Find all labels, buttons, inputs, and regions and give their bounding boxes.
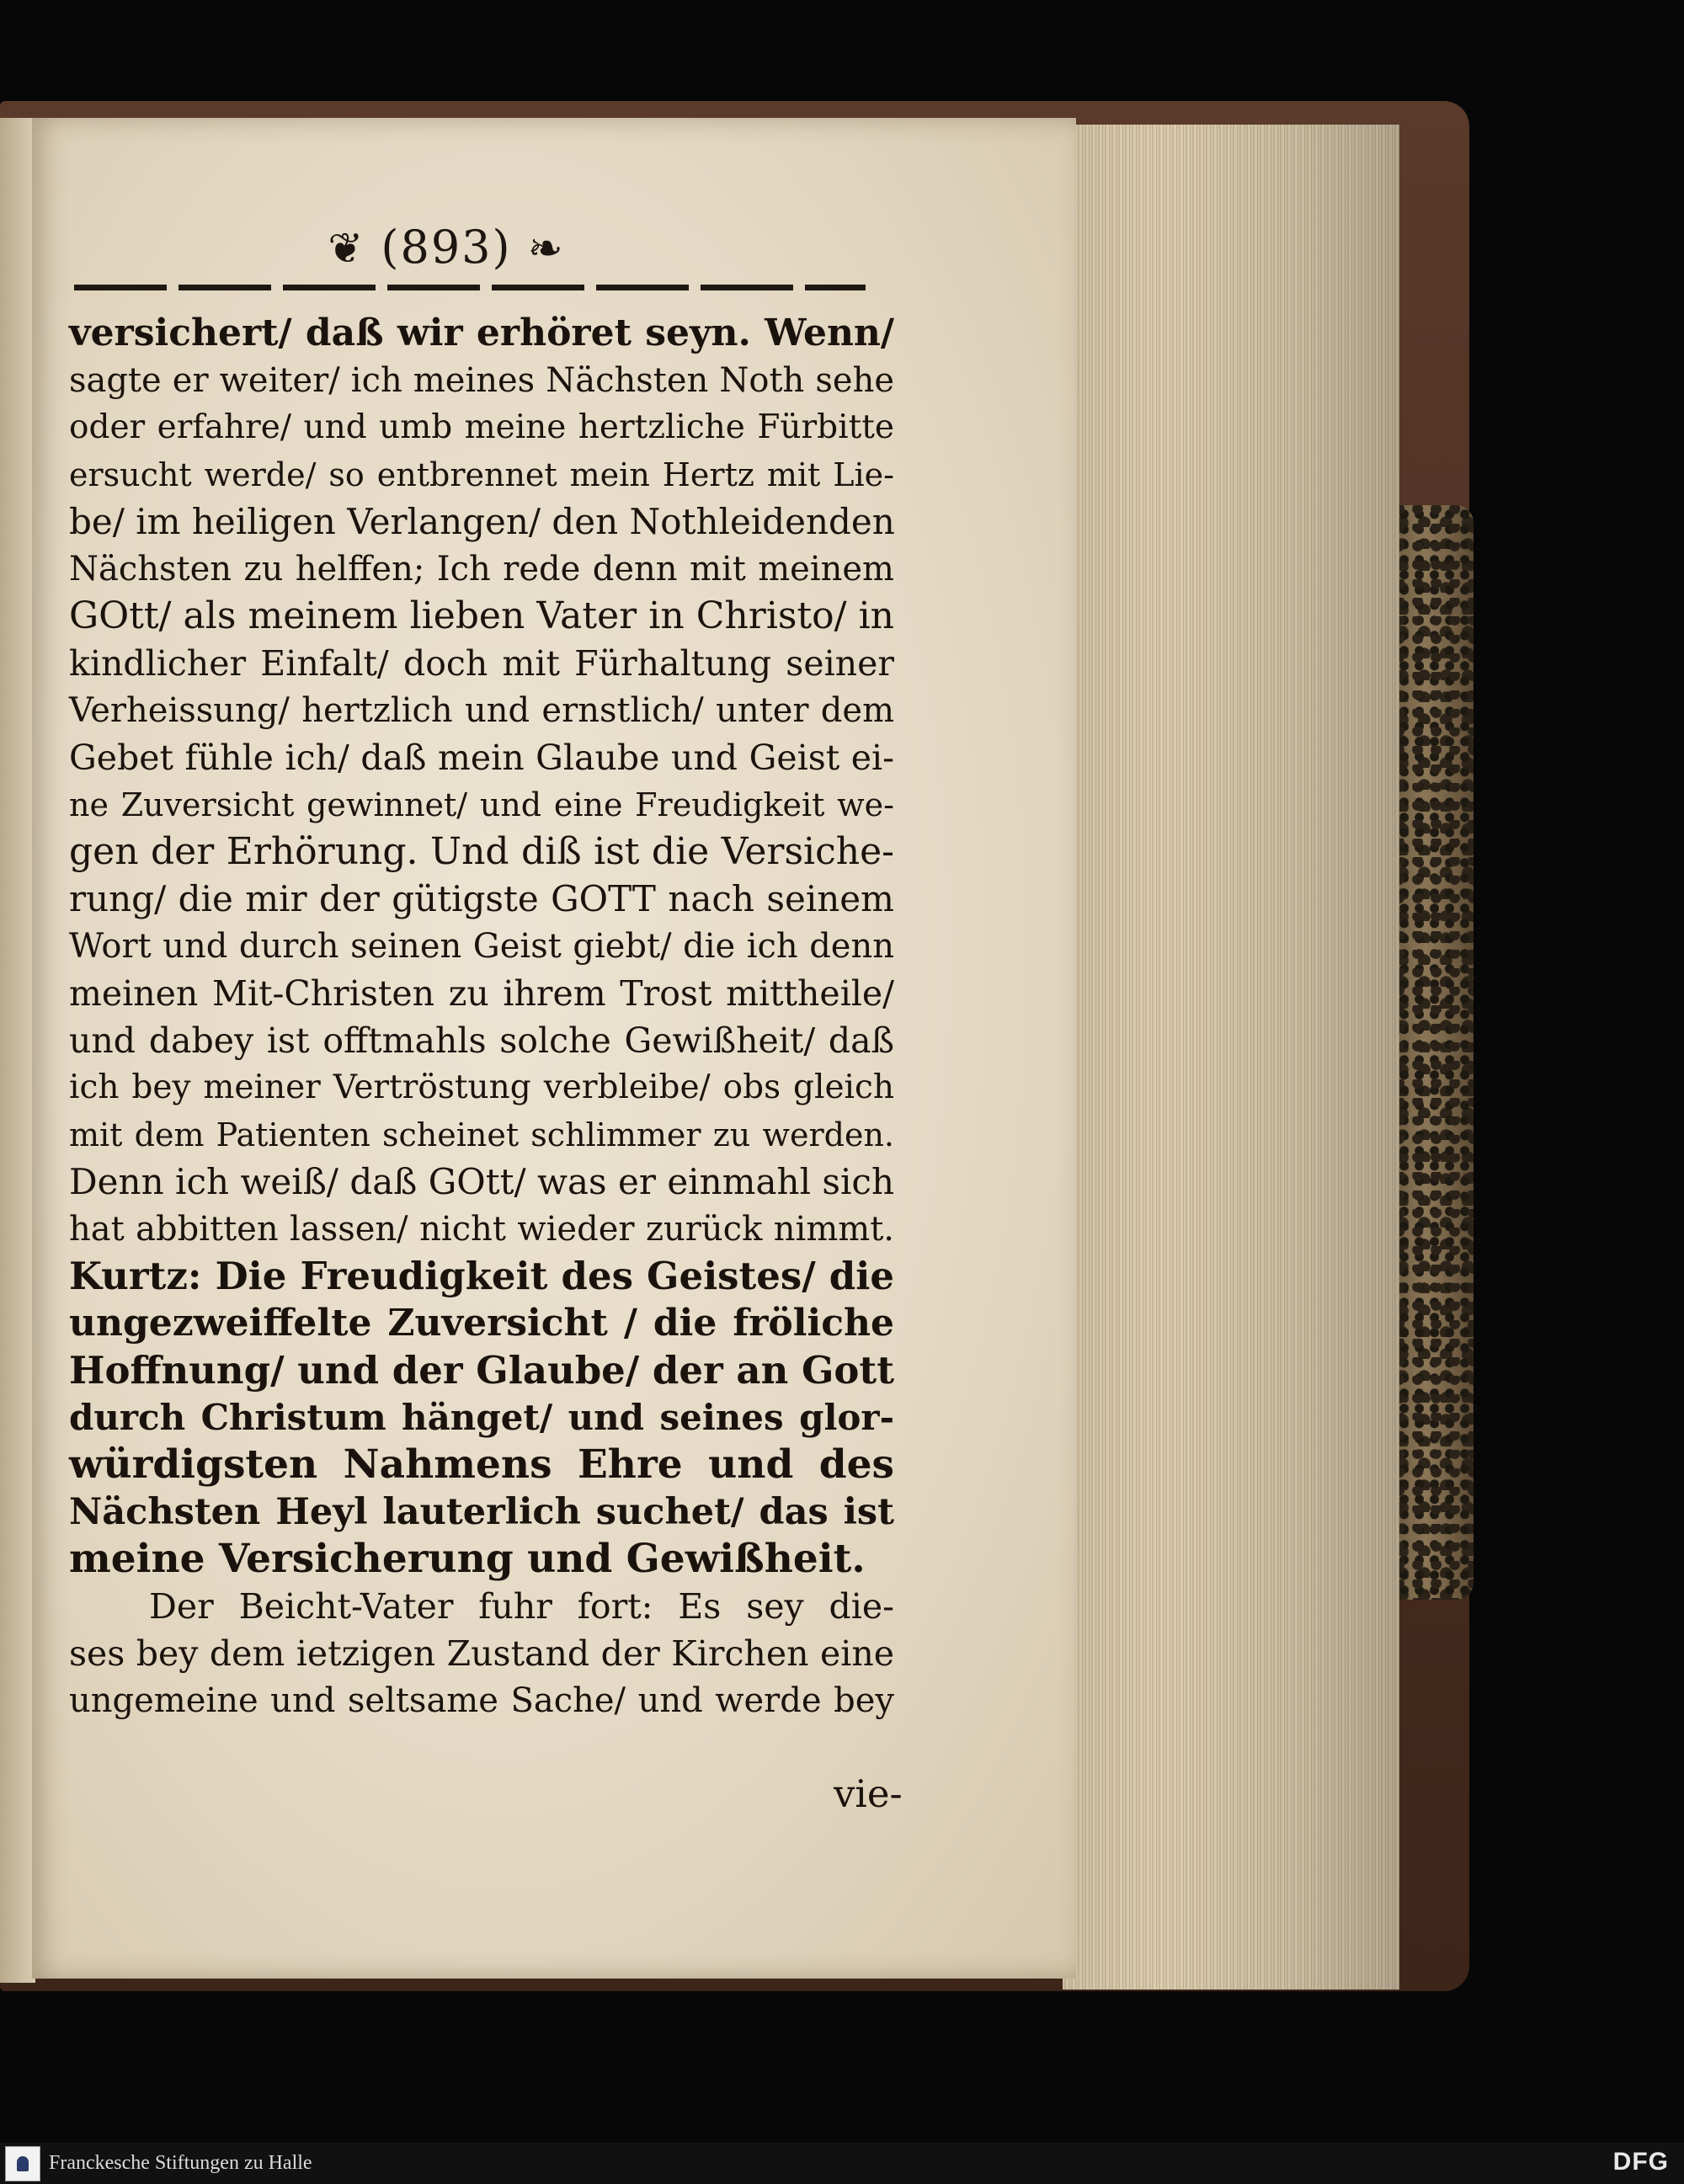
page-header [303, 221, 589, 274]
text-line: versichert/ daß wir erhöret seyn. Wenn/ [69, 312, 894, 354]
text-line: Denn ich weiß/ daß GOtt/ was er einmahl sich [69, 1161, 894, 1202]
text-line: Wort und durch seinen Geist giebt/ die ich denn [69, 927, 894, 966]
text-line: oder erfahre/ und umb meine hertzliche Fürbitte [69, 408, 894, 446]
page-block-shade [1063, 125, 1399, 1990]
ornament-right-icon: ❧ [527, 224, 565, 273]
text-line: kindlicher Einfalt/ doch mit Fürhaltung seiner [69, 643, 894, 684]
text-line: Hoffnung/ und der Glaube/ der an Gott [69, 1348, 894, 1393]
text-line: sagte er weiter/ ich meines Nächsten Noth sehe [69, 361, 894, 400]
text-line: Nächsten Heyl lauterlich suchet/ das ist [69, 1491, 894, 1533]
text-line: ses bey dem ietzigen Zustand der Kirchen eine [69, 1633, 894, 1674]
text-line: rung/ die mir der gütigste GOTT nach seinem [69, 878, 894, 919]
text-line: Verheissung/ hertzlich und ernstlich/ unter dem [69, 691, 894, 730]
text-line: be/ im heiligen Verlangen/ den Nothleidenden [69, 501, 895, 542]
text-body [69, 310, 894, 1724]
facing-page-edge [0, 118, 35, 1983]
text-line: Nächsten zu helffen; Ich rede denn mit meinem [69, 550, 894, 589]
text-line: durch Christum hänget/ und seines glor- [69, 1397, 894, 1438]
text-line: Kurtz: Die Freudigkeit des Geistes/ die [69, 1254, 894, 1298]
text-line: gen der Erhörung. Und diß ist die Versiche- [69, 830, 894, 873]
viewer-footer [0, 2143, 1684, 2184]
text-line: würdigsten Nahmens Ehre und des [69, 1441, 894, 1488]
text-line: hat abbitten lassen/ nicht wieder zurück nimmt. [69, 1210, 894, 1249]
catchword: vie- [834, 1771, 903, 1816]
header-rule [74, 285, 866, 290]
dfg-logo: DFG [1612, 2148, 1669, 2176]
text-line: und dabey ist offtmahls solche Gewißheit/ daß [69, 1020, 894, 1061]
institution-name: Franckesche Stiftungen zu Halle [49, 2152, 312, 2174]
text-line: GOtt/ als meinem lieben Vater in Christo/ in [69, 594, 894, 637]
text-line: ersucht werde/ so entbrennet mein Hertz mit Lie- [69, 456, 894, 493]
text-line: mit dem Patienten scheinet schlimmer zu werden. [69, 1116, 894, 1153]
ornament-left-icon: ❦ [328, 224, 365, 273]
text-line: meine Versicherung und Gewißheit. [69, 1536, 866, 1582]
page-number: (893) [381, 221, 512, 274]
institution-logo-icon [5, 2146, 40, 2181]
text-line: Der Beicht-Vater fuhr fort: Es sey die- [149, 1586, 894, 1627]
text-line: ungezweiffelte Zuversicht / die fröliche [69, 1302, 894, 1345]
text-line: ungemeine und seltsame Sache/ und werde bey [69, 1681, 894, 1720]
text-line: ne Zuversicht gewinnet/ und eine Freudigkeit we- [69, 786, 894, 823]
text-line: Gebet fühle ich/ daß mein Glaube und Geist ei- [69, 738, 894, 778]
cover-marbled-edge [1394, 505, 1474, 1600]
text-line: meinen Mit-Christen zu ihrem Trost mittheile/ [69, 973, 894, 1014]
text-line: ich bey meiner Vertröstung verbleibe/ obs gleich [69, 1068, 894, 1106]
